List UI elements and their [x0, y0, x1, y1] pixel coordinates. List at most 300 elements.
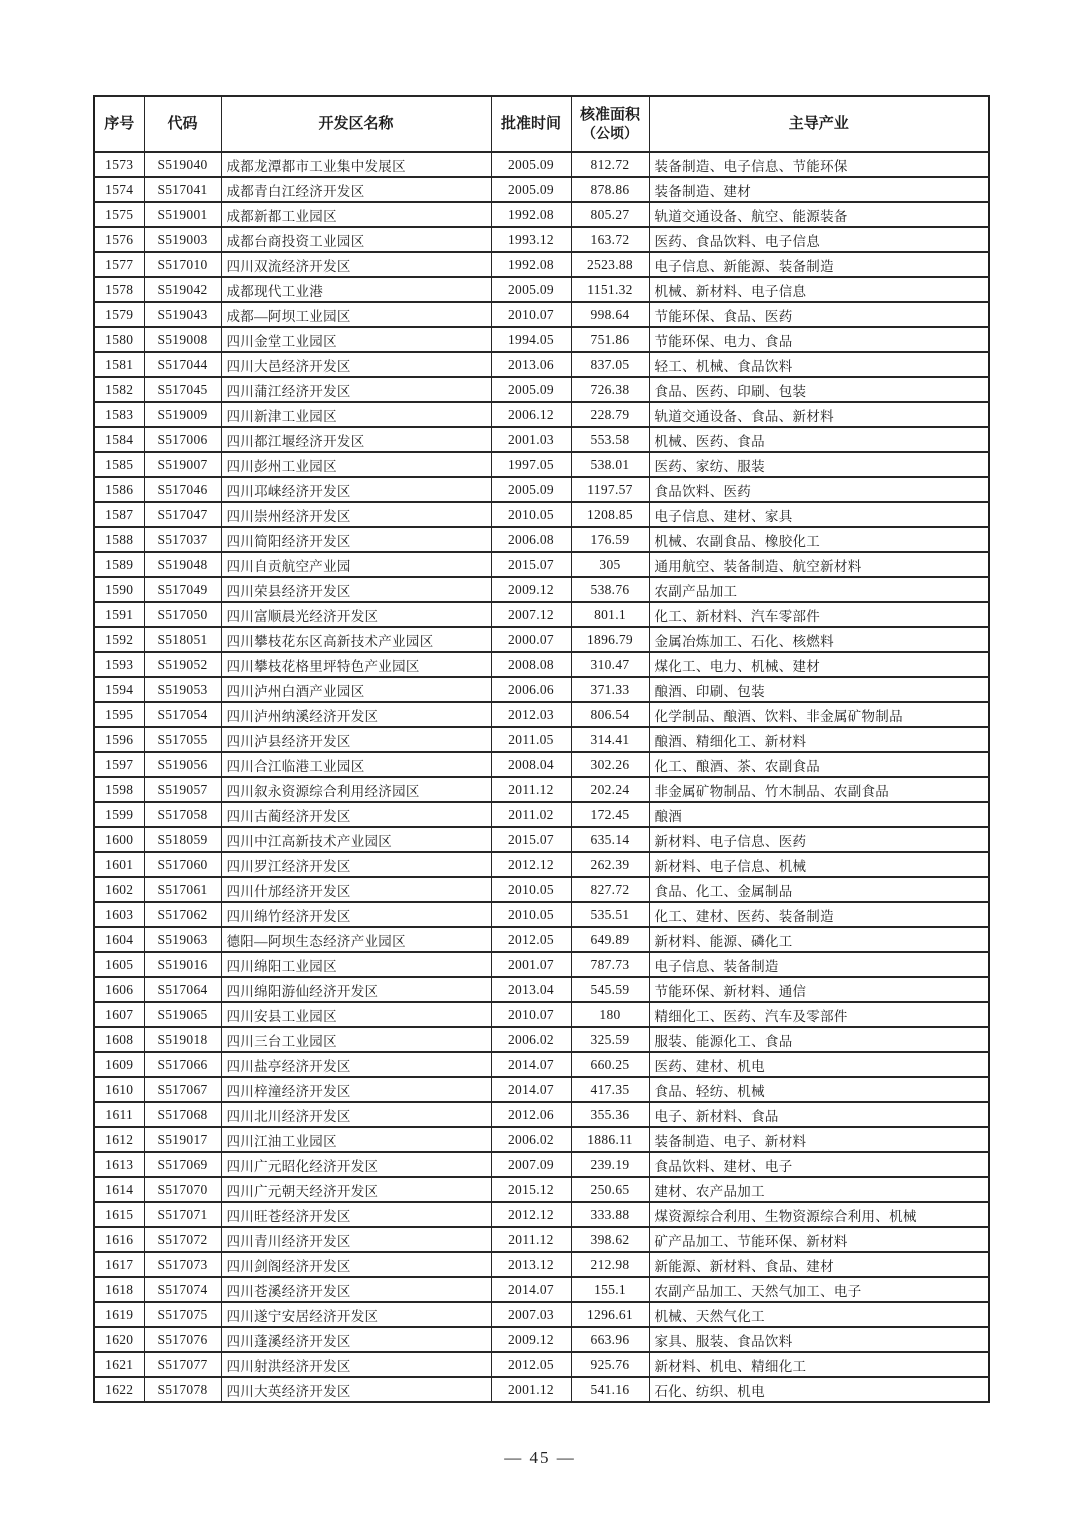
- cell-approved-area: 998.64: [571, 302, 649, 327]
- cell-seq: 1576: [94, 227, 144, 252]
- table-row: [94, 1077, 989, 1102]
- cell-leading-industries: 电子信息、装备制造: [649, 952, 989, 977]
- cell-leading-industries: 节能环保、新材料、通信: [649, 977, 989, 1002]
- cell-code: S517044: [144, 352, 221, 377]
- cell-approval-date: 2009.12: [491, 577, 571, 602]
- cell-code: S519009: [144, 402, 221, 427]
- table-row: [94, 852, 989, 877]
- cell-leading-industries: 医药、食品饮料、电子信息: [649, 227, 989, 252]
- cell-approval-date: 2001.03: [491, 427, 571, 452]
- cell-code: S517058: [144, 802, 221, 827]
- cell-zone-name: 四川叙永资源综合利用经济园区: [221, 777, 491, 802]
- cell-code: S517068: [144, 1102, 221, 1127]
- cell-zone-name: 四川邛崃经济开发区: [221, 477, 491, 502]
- cell-approved-area: 155.1: [571, 1277, 649, 1302]
- cell-approved-area: 837.05: [571, 352, 649, 377]
- cell-leading-industries: 食品、化工、金属制品: [649, 877, 989, 902]
- cell-zone-name: 四川新津工业园区: [221, 402, 491, 427]
- cell-code: S517067: [144, 1077, 221, 1102]
- cell-zone-name: 成都青白江经济开发区: [221, 177, 491, 202]
- table-row: [94, 177, 989, 202]
- table-row: [94, 152, 989, 177]
- cell-zone-name: 四川广元昭化经济开发区: [221, 1152, 491, 1177]
- cell-zone-name: 四川自贡航空产业园: [221, 552, 491, 577]
- cell-approved-area: 333.88: [571, 1202, 649, 1227]
- cell-zone-name: 四川绵竹经济开发区: [221, 902, 491, 927]
- cell-leading-industries: 化工、酿酒、茶、农副食品: [649, 752, 989, 777]
- cell-approval-date: 2015.07: [491, 552, 571, 577]
- cell-zone-name: 四川梓潼经济开发区: [221, 1077, 491, 1102]
- cell-code: S517074: [144, 1277, 221, 1302]
- cell-approved-area: 553.58: [571, 427, 649, 452]
- table-row: [94, 252, 989, 277]
- cell-code: S517064: [144, 977, 221, 1002]
- cell-approved-area: 1208.85: [571, 502, 649, 527]
- cell-code: S517078: [144, 1377, 221, 1402]
- cell-approved-area: 878.86: [571, 177, 649, 202]
- cell-leading-industries: 石化、纺织、机电: [649, 1377, 989, 1402]
- cell-zone-name: 四川北川经济开发区: [221, 1102, 491, 1127]
- cell-code: S519018: [144, 1027, 221, 1052]
- cell-leading-industries: 医药、家纺、服装: [649, 452, 989, 477]
- cell-zone-name: 四川双流经济开发区: [221, 252, 491, 277]
- cell-seq: 1575: [94, 202, 144, 227]
- cell-code: S519042: [144, 277, 221, 302]
- cell-zone-name: 四川罗江经济开发区: [221, 852, 491, 877]
- table-row: [94, 452, 989, 477]
- cell-zone-name: 四川遂宁安居经济开发区: [221, 1302, 491, 1327]
- cell-code: S517010: [144, 252, 221, 277]
- cell-leading-industries: 食品饮料、医药: [649, 477, 989, 502]
- cell-zone-name: 成都新都工业园区: [221, 202, 491, 227]
- cell-approved-area: 2523.88: [571, 252, 649, 277]
- cell-seq: 1580: [94, 327, 144, 352]
- cell-approval-date: 2001.07: [491, 952, 571, 977]
- table-row: [94, 627, 989, 652]
- cell-leading-industries: 新材料、电子信息、机械: [649, 852, 989, 877]
- cell-seq: 1582: [94, 377, 144, 402]
- table-row: [94, 352, 989, 377]
- cell-zone-name: 四川攀枝花格里坪特色产业园区: [221, 652, 491, 677]
- cell-approval-date: 2007.12: [491, 602, 571, 627]
- cell-code: S519003: [144, 227, 221, 252]
- cell-seq: 1601: [94, 852, 144, 877]
- cell-approval-date: 2006.02: [491, 1127, 571, 1152]
- table-row: [94, 702, 989, 727]
- cell-approved-area: 314.41: [571, 727, 649, 752]
- cell-approved-area: 325.59: [571, 1027, 649, 1052]
- cell-approval-date: 2005.09: [491, 152, 571, 177]
- cell-code: S518059: [144, 827, 221, 852]
- cell-leading-industries: 食品、医药、印刷、包装: [649, 377, 989, 402]
- page-number: — 45 —: [504, 1448, 576, 1467]
- cell-approval-date: 2010.05: [491, 502, 571, 527]
- cell-seq: 1586: [94, 477, 144, 502]
- cell-seq: 1620: [94, 1327, 144, 1352]
- cell-approved-area: 1151.32: [571, 277, 649, 302]
- cell-code: S519017: [144, 1127, 221, 1152]
- cell-code: S517075: [144, 1302, 221, 1327]
- cell-approval-date: 2011.12: [491, 1227, 571, 1252]
- cell-leading-industries: 电子信息、新能源、装备制造: [649, 252, 989, 277]
- cell-leading-industries: 家具、服装、食品饮料: [649, 1327, 989, 1352]
- cell-leading-industries: 服装、能源化工、食品: [649, 1027, 989, 1052]
- cell-code: S517060: [144, 852, 221, 877]
- cell-approved-area: 239.19: [571, 1152, 649, 1177]
- cell-approved-area: 538.01: [571, 452, 649, 477]
- cell-seq: 1599: [94, 802, 144, 827]
- table-row: [94, 1352, 989, 1377]
- cell-approved-area: 545.59: [571, 977, 649, 1002]
- column-header-approved-area: [571, 96, 649, 152]
- cell-approval-date: 2012.06: [491, 1102, 571, 1127]
- cell-approved-area: 787.73: [571, 952, 649, 977]
- cell-code: S517049: [144, 577, 221, 602]
- cell-zone-name: 四川射洪经济开发区: [221, 1352, 491, 1377]
- cell-approved-area: 202.24: [571, 777, 649, 802]
- cell-seq: 1573: [94, 152, 144, 177]
- cell-code: S517046: [144, 477, 221, 502]
- cell-zone-name: 四川盐亭经济开发区: [221, 1052, 491, 1077]
- cell-zone-name: 四川攀枝花东区高新技术产业园区: [221, 627, 491, 652]
- cell-zone-name: 四川泸州白酒产业园区: [221, 677, 491, 702]
- cell-approved-area: 812.72: [571, 152, 649, 177]
- cell-approved-area: 751.86: [571, 327, 649, 352]
- cell-leading-industries: 电子、新材料、食品: [649, 1102, 989, 1127]
- cell-approved-area: 163.72: [571, 227, 649, 252]
- table-row: [94, 827, 989, 852]
- cell-leading-industries: 精细化工、医药、汽车及零部件: [649, 1002, 989, 1027]
- cell-code: S519043: [144, 302, 221, 327]
- cell-approval-date: 2015.12: [491, 1177, 571, 1202]
- cell-approval-date: 2007.09: [491, 1152, 571, 1177]
- cell-code: S517037: [144, 527, 221, 552]
- table-row: [94, 377, 989, 402]
- table-header-row: [94, 96, 989, 152]
- cell-seq: 1588: [94, 527, 144, 552]
- cell-leading-industries: 新能源、新材料、食品、建材: [649, 1252, 989, 1277]
- cell-approval-date: 2005.09: [491, 477, 571, 502]
- cell-leading-industries: 农副产品加工: [649, 577, 989, 602]
- cell-zone-name: 四川剑阁经济开发区: [221, 1252, 491, 1277]
- cell-approval-date: 1997.05: [491, 452, 571, 477]
- cell-approval-date: 2000.07: [491, 627, 571, 652]
- cell-code: S517055: [144, 727, 221, 752]
- cell-code: S519057: [144, 777, 221, 802]
- cell-zone-name: 四川大英经济开发区: [221, 1377, 491, 1402]
- cell-approval-date: 2012.12: [491, 1202, 571, 1227]
- cell-approval-date: 2013.04: [491, 977, 571, 1002]
- cell-approval-date: 2011.05: [491, 727, 571, 752]
- cell-leading-industries: 通用航空、装备制造、航空新材料: [649, 552, 989, 577]
- cell-approval-date: 2015.07: [491, 827, 571, 852]
- cell-seq: 1622: [94, 1377, 144, 1402]
- cell-approval-date: 2007.03: [491, 1302, 571, 1327]
- table-row: [94, 1327, 989, 1352]
- cell-code: S519016: [144, 952, 221, 977]
- table-row: [94, 752, 989, 777]
- cell-approved-area: 398.62: [571, 1227, 649, 1252]
- cell-leading-industries: 农副产品加工、天然气加工、电子: [649, 1277, 989, 1302]
- cell-approved-area: 250.65: [571, 1177, 649, 1202]
- cell-seq: 1608: [94, 1027, 144, 1052]
- table-row: [94, 777, 989, 802]
- cell-zone-name: 四川蓬溪经济开发区: [221, 1327, 491, 1352]
- cell-seq: 1618: [94, 1277, 144, 1302]
- cell-leading-industries: 轨道交通设备、航空、能源装备: [649, 202, 989, 227]
- cell-code: S517066: [144, 1052, 221, 1077]
- cell-seq: 1581: [94, 352, 144, 377]
- cell-approval-date: 2008.04: [491, 752, 571, 777]
- cell-seq: 1594: [94, 677, 144, 702]
- cell-approval-date: 2014.07: [491, 1277, 571, 1302]
- cell-zone-name: 四川三台工业园区: [221, 1027, 491, 1052]
- cell-code: S519065: [144, 1002, 221, 1027]
- cell-code: S517061: [144, 877, 221, 902]
- cell-approval-date: 2008.08: [491, 652, 571, 677]
- cell-code: S518051: [144, 627, 221, 652]
- cell-code: S519052: [144, 652, 221, 677]
- cell-approval-date: 2014.07: [491, 1052, 571, 1077]
- cell-seq: 1602: [94, 877, 144, 902]
- cell-zone-name: 四川青川经济开发区: [221, 1227, 491, 1252]
- cell-zone-name: 德阳—阿坝生态经济产业园区: [221, 927, 491, 952]
- cell-approval-date: 2012.05: [491, 1352, 571, 1377]
- table-row: [94, 952, 989, 977]
- cell-zone-name: 四川简阳经济开发区: [221, 527, 491, 552]
- column-header-approval-date: 批准时间: [491, 96, 571, 152]
- table-row: [94, 1377, 989, 1402]
- cell-seq: 1610: [94, 1077, 144, 1102]
- cell-seq: 1583: [94, 402, 144, 427]
- cell-seq: 1587: [94, 502, 144, 527]
- table-row: [94, 1277, 989, 1302]
- cell-approved-area: 635.14: [571, 827, 649, 852]
- cell-approved-area: 827.72: [571, 877, 649, 902]
- cell-approved-area: 663.96: [571, 1327, 649, 1352]
- cell-seq: 1611: [94, 1102, 144, 1127]
- cell-seq: 1590: [94, 577, 144, 602]
- cell-leading-industries: 新材料、机电、精细化工: [649, 1352, 989, 1377]
- cell-approval-date: 1994.05: [491, 327, 571, 352]
- cell-leading-industries: 电子信息、建材、家具: [649, 502, 989, 527]
- table-row: [94, 1127, 989, 1152]
- table-row: [94, 1252, 989, 1277]
- column-header-leading-industries: 主导产业: [649, 96, 989, 152]
- cell-code: S519056: [144, 752, 221, 777]
- cell-zone-name: 四川古蔺经济开发区: [221, 802, 491, 827]
- cell-zone-name: 四川彭州工业园区: [221, 452, 491, 477]
- cell-approved-area: 1296.61: [571, 1302, 649, 1327]
- cell-approved-area: 180: [571, 1002, 649, 1027]
- cell-zone-name: 四川泸州纳溪经济开发区: [221, 702, 491, 727]
- cell-seq: 1578: [94, 277, 144, 302]
- table-row: [94, 877, 989, 902]
- cell-code: S517077: [144, 1352, 221, 1377]
- cell-approval-date: 1993.12: [491, 227, 571, 252]
- cell-leading-industries: 酿酒: [649, 802, 989, 827]
- cell-code: S519007: [144, 452, 221, 477]
- cell-approval-date: 2012.03: [491, 702, 571, 727]
- cell-code: S517050: [144, 602, 221, 627]
- cell-leading-industries: 建材、农产品加工: [649, 1177, 989, 1202]
- cell-code: S517054: [144, 702, 221, 727]
- cell-code: S517006: [144, 427, 221, 452]
- table-row: [94, 277, 989, 302]
- cell-code: S519063: [144, 927, 221, 952]
- cell-leading-industries: 化学制品、酿酒、饮料、非金属矿物制品: [649, 702, 989, 727]
- cell-seq: 1595: [94, 702, 144, 727]
- cell-code: S519001: [144, 202, 221, 227]
- cell-code: S519053: [144, 677, 221, 702]
- cell-approval-date: 2001.12: [491, 1377, 571, 1402]
- cell-seq: 1609: [94, 1052, 144, 1077]
- cell-approval-date: 2010.07: [491, 1002, 571, 1027]
- cell-approval-date: 2013.12: [491, 1252, 571, 1277]
- cell-approval-date: 2005.09: [491, 177, 571, 202]
- cell-leading-industries: 装备制造、电子、新材料: [649, 1127, 989, 1152]
- cell-approval-date: 2012.05: [491, 927, 571, 952]
- table-row: [94, 552, 989, 577]
- cell-code: S517072: [144, 1227, 221, 1252]
- cell-seq: 1598: [94, 777, 144, 802]
- table-row: [94, 327, 989, 352]
- cell-leading-industries: 煤资源综合利用、生物资源综合利用、机械: [649, 1202, 989, 1227]
- cell-seq: 1577: [94, 252, 144, 277]
- cell-approved-area: 726.38: [571, 377, 649, 402]
- table-row: [94, 652, 989, 677]
- cell-seq: 1579: [94, 302, 144, 327]
- cell-seq: 1607: [94, 1002, 144, 1027]
- cell-zone-name: 成都龙潭都市工业集中发展区: [221, 152, 491, 177]
- development-zones-table: [93, 95, 990, 1403]
- cell-code: S517047: [144, 502, 221, 527]
- cell-zone-name: 四川荣县经济开发区: [221, 577, 491, 602]
- cell-leading-industries: 矿产品加工、节能环保、新材料: [649, 1227, 989, 1252]
- cell-approved-area: 1886.11: [571, 1127, 649, 1152]
- cell-zone-name: 四川旺苍经济开发区: [221, 1202, 491, 1227]
- cell-code: S517069: [144, 1152, 221, 1177]
- cell-zone-name: 四川金堂工业园区: [221, 327, 491, 352]
- cell-seq: 1615: [94, 1202, 144, 1227]
- table-row: [94, 302, 989, 327]
- cell-zone-name: 成都台商投资工业园区: [221, 227, 491, 252]
- cell-zone-name: 四川崇州经济开发区: [221, 502, 491, 527]
- cell-seq: 1589: [94, 552, 144, 577]
- column-header-code: 代码: [144, 96, 221, 152]
- table-row: [94, 677, 989, 702]
- cell-zone-name: 四川泸县经济开发区: [221, 727, 491, 752]
- cell-seq: 1616: [94, 1227, 144, 1252]
- cell-leading-industries: 装备制造、电子信息、节能环保: [649, 152, 989, 177]
- cell-leading-industries: 煤化工、电力、机械、建材: [649, 652, 989, 677]
- cell-seq: 1621: [94, 1352, 144, 1377]
- cell-leading-industries: 食品、轻纺、机械: [649, 1077, 989, 1102]
- cell-leading-industries: 金属冶炼加工、石化、核燃料: [649, 627, 989, 652]
- cell-zone-name: 四川苍溪经济开发区: [221, 1277, 491, 1302]
- cell-approval-date: 2014.07: [491, 1077, 571, 1102]
- cell-seq: 1574: [94, 177, 144, 202]
- table-row: [94, 927, 989, 952]
- cell-seq: 1606: [94, 977, 144, 1002]
- column-header-area-unit: （公顷）: [582, 124, 638, 141]
- cell-approval-date: 2010.05: [491, 877, 571, 902]
- cell-leading-industries: 机械、新材料、电子信息: [649, 277, 989, 302]
- cell-leading-industries: 装备制造、建材: [649, 177, 989, 202]
- cell-code: S519008: [144, 327, 221, 352]
- table-row: [94, 502, 989, 527]
- column-header-zone-name: 开发区名称: [221, 96, 491, 152]
- cell-seq: 1614: [94, 1177, 144, 1202]
- cell-code: S517071: [144, 1202, 221, 1227]
- cell-leading-industries: 新材料、电子信息、医药: [649, 827, 989, 852]
- table-row: [94, 1002, 989, 1027]
- cell-seq: 1612: [94, 1127, 144, 1152]
- cell-approved-area: 801.1: [571, 602, 649, 627]
- table-row: [94, 802, 989, 827]
- cell-leading-industries: 机械、医药、食品: [649, 427, 989, 452]
- cell-approval-date: 2006.08: [491, 527, 571, 552]
- cell-leading-industries: 节能环保、食品、医药: [649, 302, 989, 327]
- table-row: [94, 1202, 989, 1227]
- cell-zone-name: 四川绵阳工业园区: [221, 952, 491, 977]
- cell-approved-area: 1896.79: [571, 627, 649, 652]
- cell-leading-industries: 医药、建材、机电: [649, 1052, 989, 1077]
- table-row: [94, 977, 989, 1002]
- cell-leading-industries: 新材料、能源、磷化工: [649, 927, 989, 952]
- cell-approved-area: 176.59: [571, 527, 649, 552]
- cell-approval-date: 2012.12: [491, 852, 571, 877]
- cell-zone-name: 四川广元朝天经济开发区: [221, 1177, 491, 1202]
- cell-seq: 1584: [94, 427, 144, 452]
- table-row: [94, 1177, 989, 1202]
- cell-approval-date: 1992.08: [491, 202, 571, 227]
- cell-zone-name: 四川江油工业园区: [221, 1127, 491, 1152]
- cell-seq: 1600: [94, 827, 144, 852]
- cell-leading-industries: 酿酒、精细化工、新材料: [649, 727, 989, 752]
- table-row: [94, 227, 989, 252]
- cell-zone-name: 四川绵阳游仙经济开发区: [221, 977, 491, 1002]
- cell-leading-industries: 轻工、机械、食品饮料: [649, 352, 989, 377]
- cell-leading-industries: 非金属矿物制品、竹木制品、农副食品: [649, 777, 989, 802]
- cell-zone-name: 四川蒲江经济开发区: [221, 377, 491, 402]
- table-row: [94, 1302, 989, 1327]
- cell-leading-industries: 化工、建材、医药、装备制造: [649, 902, 989, 927]
- table-row: [94, 527, 989, 552]
- cell-code: S517062: [144, 902, 221, 927]
- cell-seq: 1613: [94, 1152, 144, 1177]
- cell-approval-date: 2006.12: [491, 402, 571, 427]
- table-row: [94, 1052, 989, 1077]
- cell-seq: 1603: [94, 902, 144, 927]
- cell-approved-area: 806.54: [571, 702, 649, 727]
- cell-seq: 1596: [94, 727, 144, 752]
- cell-approval-date: 2010.05: [491, 902, 571, 927]
- table-row: [94, 1227, 989, 1252]
- cell-seq: 1604: [94, 927, 144, 952]
- cell-leading-industries: 食品饮料、建材、电子: [649, 1152, 989, 1177]
- cell-approval-date: 2005.09: [491, 377, 571, 402]
- cell-approval-date: 2009.12: [491, 1327, 571, 1352]
- cell-zone-name: 四川合江临港工业园区: [221, 752, 491, 777]
- table-row: [94, 477, 989, 502]
- cell-zone-name: 四川都江堰经济开发区: [221, 427, 491, 452]
- cell-zone-name: 四川安县工业园区: [221, 1002, 491, 1027]
- cell-approved-area: 649.89: [571, 927, 649, 952]
- cell-approved-area: 212.98: [571, 1252, 649, 1277]
- cell-code: S519040: [144, 152, 221, 177]
- table-row: [94, 602, 989, 627]
